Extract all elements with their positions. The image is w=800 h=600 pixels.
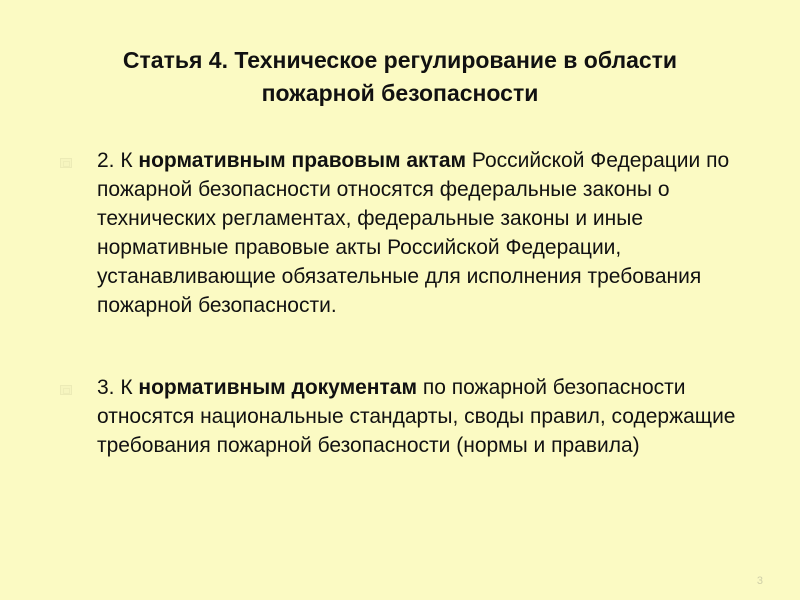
bullet-item-2	[60, 146, 750, 320]
item-3-text: по пожарной безопасности относятся национальные стандарты, своды правил, содержащие требования пожарной безопасности (нормы и правила)	[97, 376, 736, 457]
title-line-2: пожарной безопасности	[261, 80, 539, 106]
page-number: 3	[756, 575, 763, 587]
bullet-marker-icon	[60, 385, 72, 395]
bullet-item-3	[60, 373, 750, 460]
slide-title	[40, 44, 760, 110]
item-3-bold: нормативным документам	[138, 376, 417, 399]
bullet-list	[60, 146, 750, 460]
item-2-text: Российской Федерации по пожарной безопасности относятся федеральные законы о технических регламентах, федеральные законы и иные нормативные правовые акты Российской Федерации, устанавливающие обязательные для исполнения требования пожарной безопасности.	[97, 149, 730, 317]
title-line-1: Статья 4. Техническое регулирование в области	[122, 47, 678, 73]
item-3-prefix: 3. К	[97, 376, 139, 399]
item-2-bold: нормативным правовым актам	[138, 149, 467, 172]
item-2-prefix: 2. К	[97, 149, 139, 172]
bullet-marker-icon	[60, 158, 72, 168]
